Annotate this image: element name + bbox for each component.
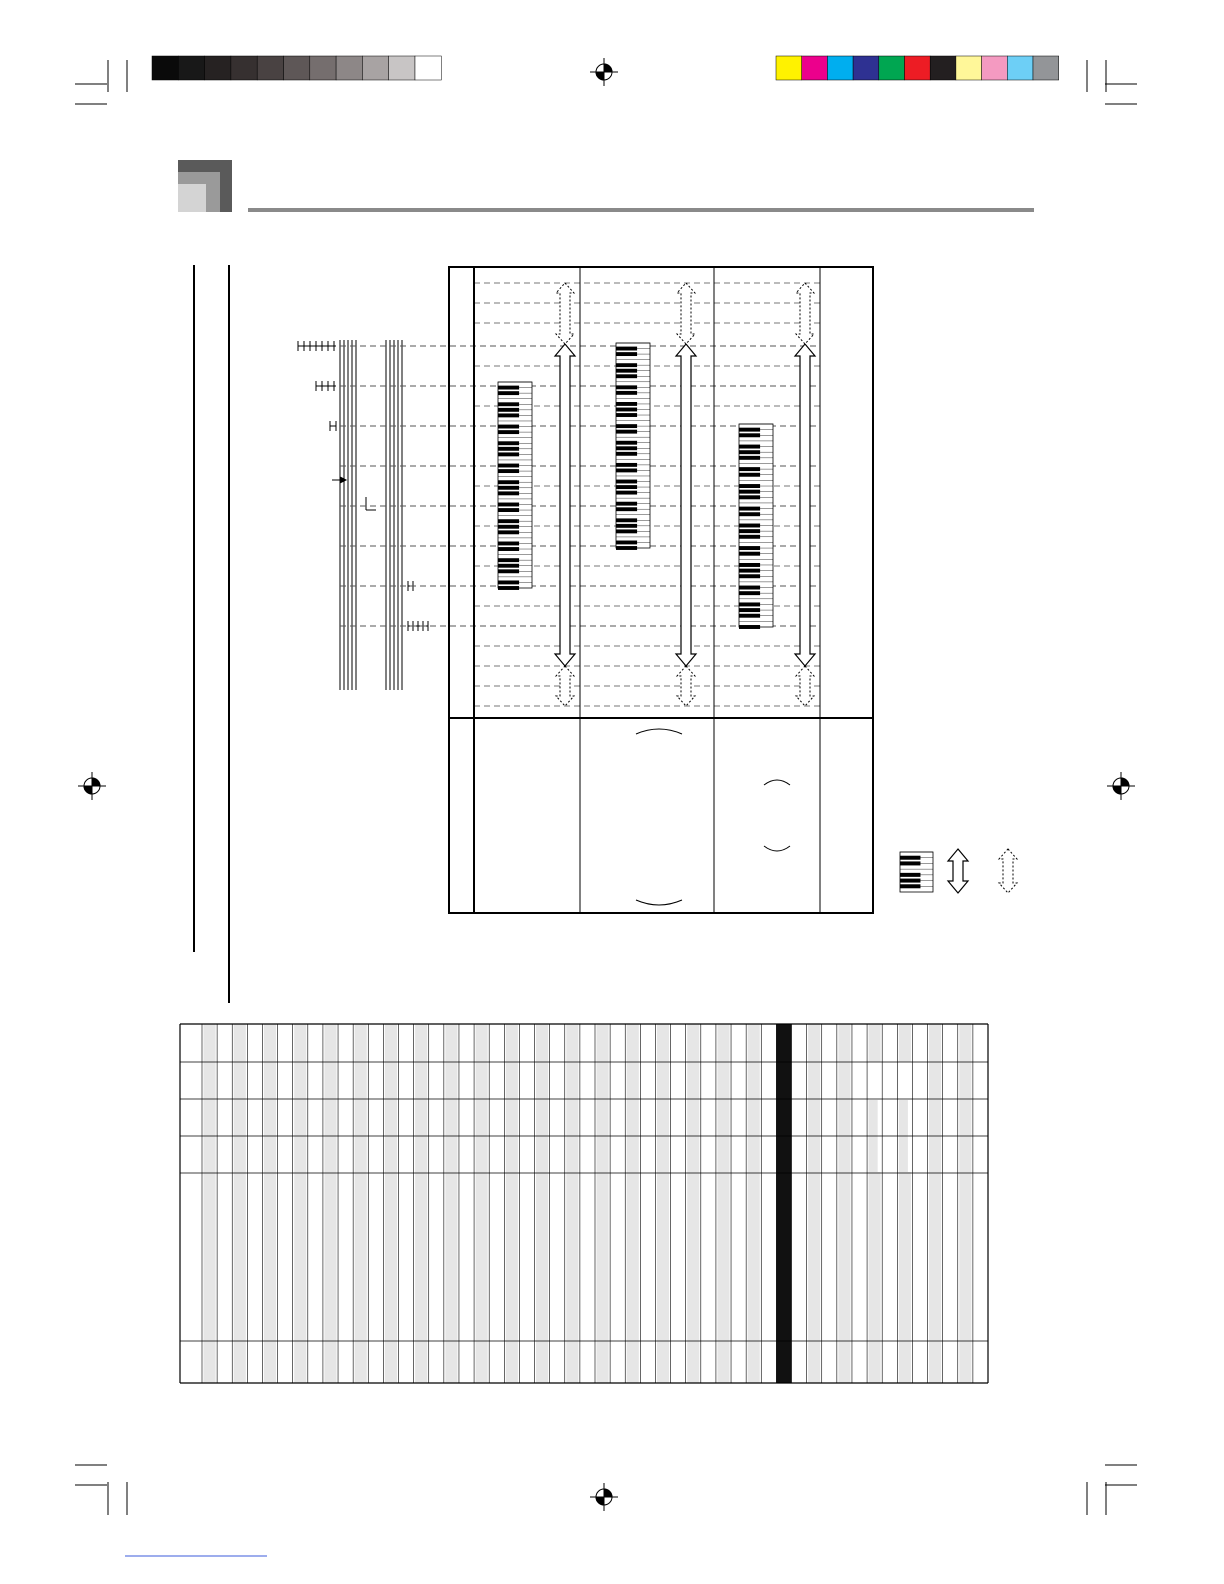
- color-swatch: [827, 56, 853, 80]
- color-swatch: [930, 56, 956, 80]
- gray-swatch: [205, 56, 231, 80]
- gray-swatch: [152, 56, 178, 80]
- header-accent: [178, 160, 232, 212]
- double-arrow-solid-icon: [676, 344, 696, 666]
- gray-swatch: [231, 56, 257, 80]
- table-column: [536, 1024, 548, 1383]
- piano-keyboard-icon: [616, 343, 650, 550]
- color-swatch: [776, 56, 802, 80]
- table-column: [838, 1024, 850, 1383]
- color-swatch: [1007, 56, 1033, 80]
- table-column: [808, 1024, 820, 1383]
- double-arrow-solid-icon: [948, 849, 968, 893]
- piano-keyboard-icon: [900, 852, 933, 892]
- gray-swatch: [415, 56, 441, 80]
- double-arrow-dotted-icon: [796, 283, 814, 344]
- range-brackets: [636, 729, 790, 905]
- table-column: [657, 1024, 669, 1383]
- gray-swatch: [284, 56, 310, 80]
- table-column: [748, 1024, 760, 1383]
- color-swatch: [853, 56, 879, 80]
- table-column: [445, 1024, 457, 1383]
- double-arrow-dotted-icon: [999, 849, 1017, 893]
- table-column: [294, 1024, 306, 1383]
- table-column: [264, 1024, 276, 1383]
- color-swatch: [982, 56, 1008, 80]
- table-column: [929, 1024, 941, 1383]
- table-column: [687, 1024, 699, 1383]
- table-column: [385, 1024, 397, 1383]
- table-column: [959, 1024, 971, 1383]
- color-swatch: [802, 56, 828, 80]
- key-table: [180, 1024, 988, 1383]
- color-calibration-bar: [776, 56, 1059, 80]
- table-column: [597, 1024, 609, 1383]
- gray-calibration-bar: [152, 56, 441, 80]
- table-column: [476, 1024, 488, 1383]
- gray-swatch: [389, 56, 415, 80]
- gray-swatch: [310, 56, 336, 80]
- music-staff-diagram: [298, 340, 428, 690]
- table-column: [355, 1024, 367, 1383]
- double-arrow-solid-icon: [795, 344, 815, 666]
- gray-swatch: [257, 56, 283, 80]
- piano-keyboard-icon: [498, 382, 532, 590]
- table-column: [566, 1024, 578, 1383]
- table-column: [506, 1024, 518, 1383]
- color-swatch: [1033, 56, 1059, 80]
- double-arrow-dotted-icon: [556, 283, 574, 344]
- table-column: [717, 1024, 729, 1383]
- table-column: [204, 1024, 216, 1383]
- table-column: [324, 1024, 336, 1383]
- color-swatch: [879, 56, 905, 80]
- piano-keyboard-icon: [739, 424, 773, 629]
- color-swatch: [956, 56, 982, 80]
- color-swatch: [905, 56, 931, 80]
- table-column: [776, 1024, 791, 1383]
- double-arrow-solid-icon: [555, 344, 575, 666]
- gray-swatch: [336, 56, 362, 80]
- header-rule: [248, 208, 1034, 212]
- gray-swatch: [178, 56, 204, 80]
- table-column: [234, 1024, 246, 1383]
- gray-swatch: [362, 56, 388, 80]
- table-column: [627, 1024, 639, 1383]
- double-arrow-dotted-icon: [677, 283, 695, 344]
- table-column: [415, 1024, 427, 1383]
